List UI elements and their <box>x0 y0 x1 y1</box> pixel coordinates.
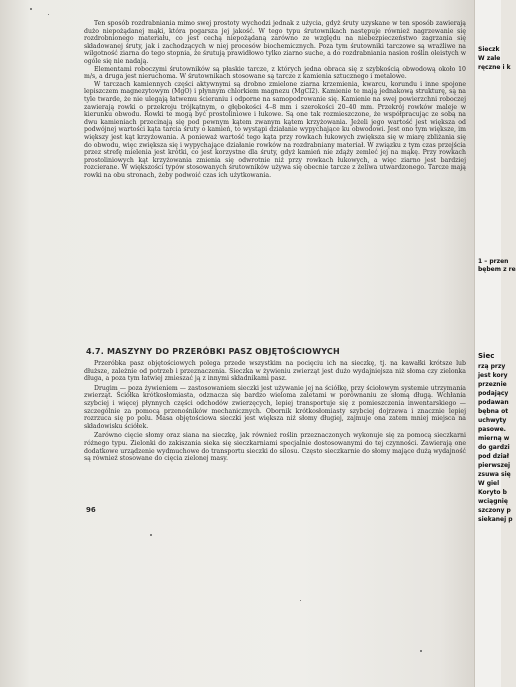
paragraph-4: Przeróbka pasz objętościowych polega przede wszystkim na pocięciu ich na sieczkę, tj. na kawałki krótsze lub dłuższe, zależnie od potrzeb i przeznaczenia. Sieczka w żywieniu zwierząt jest dużo wydajniejsza niż słoma czy zielonka długa, a poza tym łatwiej zmieszać ją z innymi składnikami pasz. <box>84 360 466 383</box>
text-column-bottom <box>84 360 466 465</box>
edge-line: pasowe. <box>478 426 506 433</box>
scan-speck <box>300 600 301 601</box>
text-column-top <box>84 20 466 179</box>
edge-line: bębem z re <box>478 266 516 273</box>
edge-line: uchwyty <box>478 417 507 424</box>
edge-line: Sieczk <box>478 46 500 53</box>
edge-line: W giel <box>478 480 500 487</box>
edge-line: szczony p <box>478 507 511 514</box>
edge-line: bębna ot <box>478 408 509 415</box>
scan-speck <box>420 650 422 652</box>
edge-line: wciągnię <box>478 498 508 505</box>
edge-line: jest kory <box>478 372 508 379</box>
edge-line: zsuwa się <box>478 471 511 478</box>
edge-line: podawan <box>478 399 509 406</box>
edge-line: Koryto b <box>478 489 507 496</box>
edge-line: Siec <box>478 352 495 360</box>
edge-line: do gardzi <box>478 444 510 451</box>
edge-line: ręczne i k <box>478 64 511 71</box>
page-number: 96 <box>86 506 96 514</box>
edge-line: mierną w <box>478 435 510 442</box>
scan-speck <box>150 534 152 536</box>
edge-line: przeznie <box>478 381 507 388</box>
paragraph-6: Zarówno cięcie słomy oraz siana na sieczkę, jak również roślin przeznaczonych wykonuje się za pomocą sieczkarni różnego typu. Zielonki do zakiszania sieka się sieczkarniami specjalnie dostosowanymi do tej czynności. Zawierają one dodatkowe urządzenie wydmuchowe do transportu sieczki do silosu. Często sieczkarnie do słomy mające dużą wydajność są również stosowane do cięcia zielonej masy. <box>84 432 466 463</box>
paragraph-5: Drugim — poza żywieniem — zastosowaniem sieczki jest używanie jej na ściółkę, przy ściołowym systemie utrzymania zwierząt. Ściółka krótkosłomiasta, odznacza się bardzo wieloma zaletami w porównaniu ze słomą długą. Wchłania szybciej i więcej płynnych części odchodów zwierzęcych, lepiej transportuje się z pomieszczenia inwentarskiego — szczególnie za pomocą przenośników mechanicznych. Obornik krótkosłomiasty szybciej dojrzewa i znacznie lepiej rozrzuca się po polu. Masa objętościowa sieczki jest większa niż słomy długiej, zajmuje ona zatem mniej miejsca na składowisku ściółek. <box>84 384 466 430</box>
edge-line: podający <box>478 390 509 397</box>
edge-line: rzą przy <box>478 363 506 370</box>
paragraph-2: Elementami roboczymi śrutowników są płaskie tarcze, z których jedna obraca się z szybkością obwodową około 10 m/s, a druga jest nieruchoma. W śrutownikach stosowane są tarcze z kamienia sztucznego i metalowe. <box>84 65 466 81</box>
edge-line: pierwszej <box>478 462 511 469</box>
scan-speck <box>48 14 49 15</box>
section-heading: 4.7. MASZYNY DO PRZERÓBKI PASZ OBJĘTOŚCIOWYCH <box>86 347 340 356</box>
next-page-edge <box>474 0 516 687</box>
paragraph-1: Ten sposób rozdrabniania mimo swej prostoty wychodzi jednak z użycia, gdyż śruty uzyskane w ten sposób zawierają dużo niepożądanej mąki, która pogarsza jej jakość. W tego typu śrutownikach następuje również nagrzewanie się rozdrobnionego materiału, co jest cechą niepożądaną zarówno ze względu na niebezpieczeństwo zagrzania się składowanej śruty, jak i zachodzących w niej procesów biochemicznych. Poza tym śrutowniki tarczowe są wrażliwe na wilgotność ziarna do tego stopnia, że śrutują prawidłowo tylko ziarno suche, a do rozdrabniania nasion roślin oleistych w ogóle się nie nadają. <box>84 20 466 65</box>
edge-line: 1 – przen <box>478 258 509 265</box>
scan-speck <box>30 8 32 10</box>
edge-line: siekanej p <box>478 516 513 523</box>
edge-line: W zale <box>478 55 501 62</box>
edge-line: pod dział <box>478 453 509 460</box>
paragraph-3: W tarczach kamiennych części aktywnymi są drobno zmielone ziarna krzemienia, kwarcu, korundu i inne spojone lepiszczem magnezytowym (MgO) i płynnym chlorkiem magnezu (MgCl2). Kamienie te mają jednakową strukturę, są na tyle twarde, że nie ulegają łatwemu ścieraniu i odporne na samopodrowanie się. Kamienie na swej powierzchni roboczej zawierają rowki o przekroju trójkątnym, o głębokości 4–8 mm i szerokości 20–40 mm. Przekrój rowków maleje w kierunku obwodu. Rowki te mogą być prostoliniowe i łukowe. Są one tak rozmieszczone, że współpracując ze sobą na dwu kamieniach przecinają się pod pewnym kątem zwanym kątem krzyżowania. Jeżeli jego wartość jest większa od podwójnej wartości kąta tarcia śruty o kamień, to wystąpi działanie wypychające ku obwodowi. Jest ono tym większe, im większy jest kąt krzyżowania. A ponieważ wartość tego kąta przy rowkach łukowych zwiększa się w miarę zbliżania się do obwodu, więc zwiększa się i wypychające działanie rowków na rozdrabniany materiał. W związku z tym czas przejścia przez strefę mielenia jest krótki, co jest korzystne dla śruty, gdyż kamień nie zdąży zemleć jej na mąkę. Przy rowkach prostoliniowych kąt krzyżowania zmienia się odwrotnie niż przy rowkach łukowych, a więc ziarno jest bardziej rozcierane. W większości typów stosowanych śrutowników używa się obecnie tarcze z żeliwa utwardzonego. Tarcze mają rowki na obu stronach, żeby podwoić czas ich użytkowania. <box>84 80 466 179</box>
